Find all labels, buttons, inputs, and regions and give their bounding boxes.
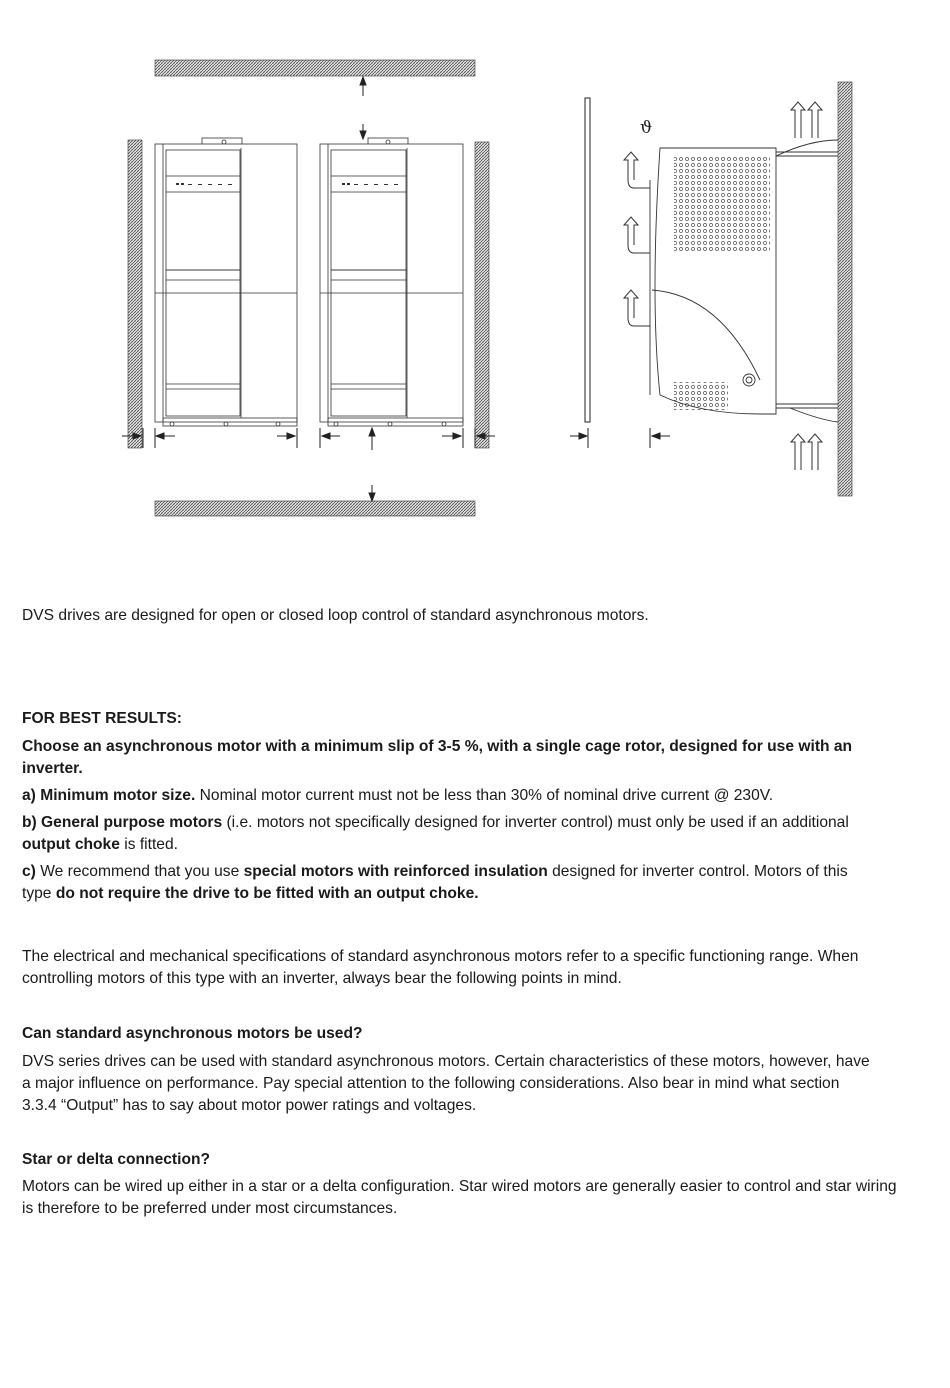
item-b-text2: is fitted. [119, 836, 178, 853]
standard-motors-heading: Can standard asynchronous motors be used? [22, 1025, 363, 1042]
best-results-section [22, 708, 950, 730]
item-b-bold: b) General purpose motors [22, 814, 223, 831]
item-c [22, 861, 950, 905]
best-results-heading: FOR BEST RESULTS: [22, 710, 182, 727]
drive-unit-left [155, 138, 297, 426]
item-b [22, 812, 950, 856]
item-c-bold3: do not require the drive to be fitted with an output choke. [55, 885, 479, 902]
item-c-text2: designed for inverter control. Motors of this [547, 863, 848, 880]
item-b-bold2: output choke [22, 836, 120, 853]
specs-line2: controlling motors of this type with an inverter, always bear the following points in mind. [22, 970, 622, 987]
right-wall-hatch [475, 142, 489, 448]
mounting-clearance-diagram [0, 0, 950, 540]
temperature-symbol: ϑ [640, 118, 653, 138]
star-delta-heading: Star or delta connection? [22, 1151, 211, 1168]
item-c-text: We recommend that you use [35, 863, 244, 880]
left-wall-hatch [128, 140, 142, 448]
item-c-bold2: special motors with reinforced insulation [243, 863, 548, 880]
best-results-line1: Choose an asynchronous motor with a minimum slip of 3-5 %, with a single cage rotor, designed for use with an [22, 738, 853, 755]
item-c-text3: type [22, 885, 56, 902]
vent-holes-bottom [674, 382, 728, 410]
item-a-text: Nominal motor current must not be less than 30% of nominal drive current @ 230V. [195, 787, 774, 804]
vent-holes-top [674, 156, 770, 252]
front-panel [585, 98, 590, 422]
bottom-wall-hatch [155, 501, 475, 516]
star-delta-line2: is therefore to be preferred under most circumstances. [22, 1200, 398, 1217]
item-c-bold: c) [22, 863, 36, 880]
mounting-wall-hatch [838, 82, 852, 496]
intro-text: DVS drives are designed for open or closed loop control of standard asynchronous motors. [22, 607, 649, 624]
specs-paragraph [22, 946, 950, 990]
standard-motors-line1: DVS series drives can be used with standard asynchronous motors. Certain characteristics of these motors, however, have [22, 1053, 870, 1070]
item-a [22, 785, 950, 807]
intro-paragraph [22, 605, 950, 627]
best-results-intro [22, 736, 950, 780]
standard-motors-line3: 3.3.4 “Output” has to say about motor power ratings and voltages. [22, 1097, 477, 1114]
item-a-bold: a) Minimum motor size. [22, 787, 196, 804]
standard-motors-section [22, 1023, 950, 1045]
standard-motors-body [22, 1051, 950, 1117]
star-delta-body [22, 1176, 950, 1220]
standard-motors-line2: a major influence on performance. Pay special attention to the following considerations. Also bear in mind what section [22, 1075, 840, 1092]
best-results-line2: inverter. [22, 760, 83, 777]
item-b-text: (i.e. motors not specifically designed for inverter control) must only be used if an additional [222, 814, 849, 831]
drive-unit-right [320, 138, 463, 426]
top-wall-hatch [155, 60, 475, 76]
specs-line1: The electrical and mechanical specifications of standard asynchronous motors refer to a specific functioning range. When [22, 948, 859, 965]
star-delta-line1: Motors can be wired up either in a star or a delta configuration. Star wired motors are generally easier to control and star wiring [22, 1178, 897, 1195]
star-delta-section [22, 1149, 950, 1171]
